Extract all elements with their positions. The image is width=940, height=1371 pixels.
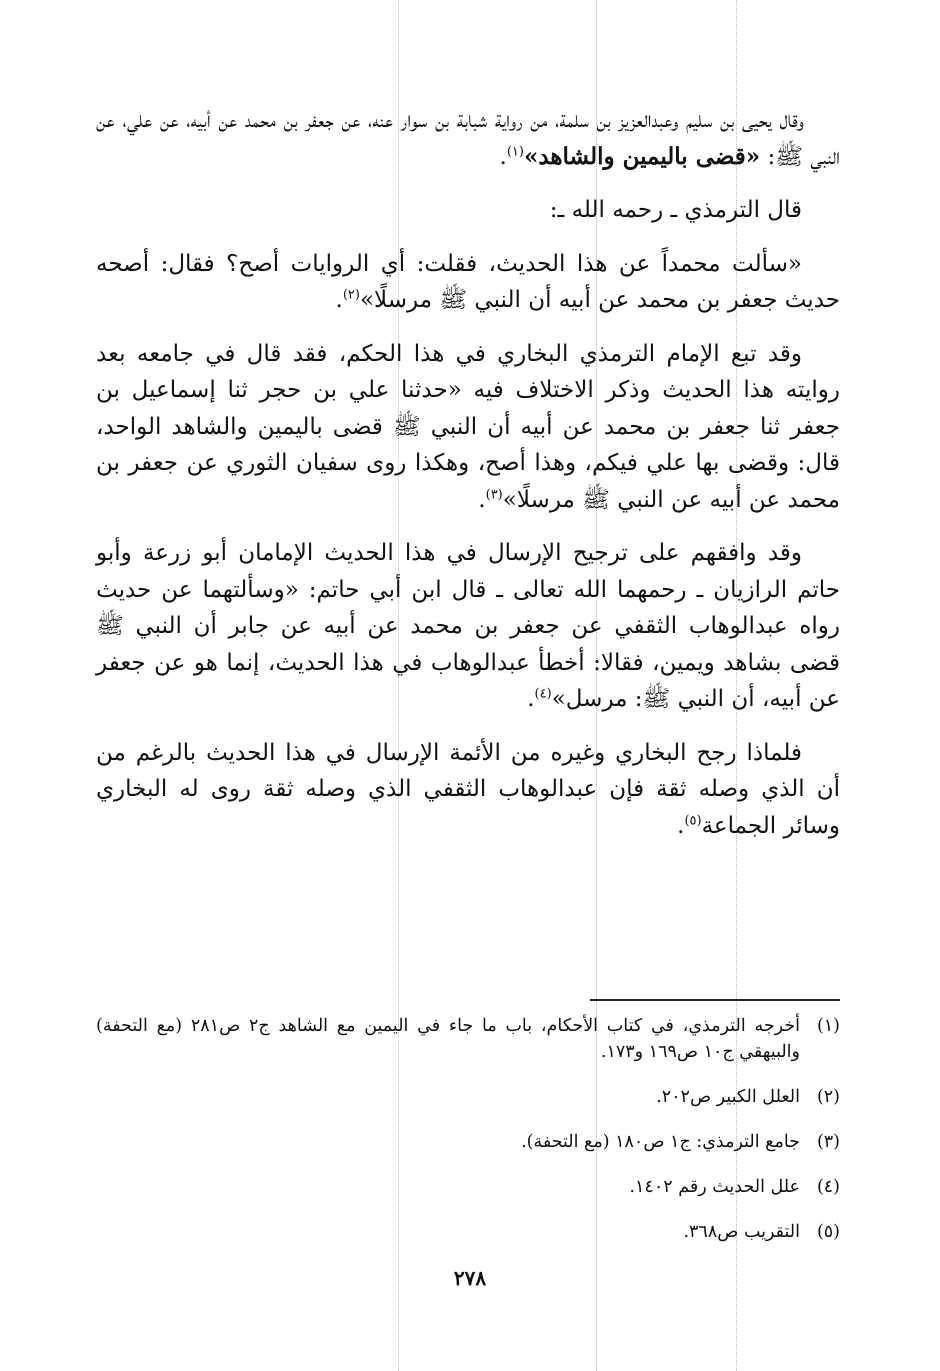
paragraph-text: قال الترمذي ـ رحمه الله ـ: — [549, 197, 802, 223]
paragraph-3 — [96, 246, 840, 319]
footnote-text: التقريب ص٣٦٨. — [683, 1222, 800, 1242]
paragraph-5 — [96, 535, 840, 718]
paragraph-6 — [96, 735, 840, 845]
footnote-2 — [96, 1084, 840, 1110]
hadith-quote: «قضى باليمين والشاهد» — [523, 142, 761, 170]
footnote-ref[interactable]: (٤) — [534, 686, 552, 702]
paragraph-2 — [96, 192, 840, 229]
footnotes — [96, 1013, 840, 1264]
footnote-ref[interactable]: (٥) — [684, 812, 702, 828]
sentence-end: . — [335, 287, 343, 313]
sentence-end: . — [527, 686, 535, 712]
footnote-5 — [96, 1219, 840, 1245]
paragraph-4 — [96, 336, 840, 519]
footnote-divider — [590, 999, 840, 1001]
footnote-ref[interactable]: (٣) — [485, 486, 503, 502]
footnote-ref[interactable]: (٢) — [342, 287, 360, 303]
footnote-ref[interactable]: (١) — [506, 143, 524, 159]
footnote-text: جامع الترمذي: ج١ ص١٨٠ (مع التحفة). — [521, 1132, 800, 1152]
footnote-number: (٥) — [816, 1222, 840, 1242]
paragraph-text: وقد وافقهم على ترجيح الإرسال في هذا الحديث الإمامان أبو زرعة وأبو حاتم الرازيان ـ رحمهما الله تعالى ـ قال ابن أبي حاتم: «وسألتهما عن حديث رواه عبدالوهاب الثقفي عن جعفر بن محمد عن أبيه عن جابر أن النبي ﷺ قضى بشاهد ويمين، فقالا: أخطأ عبدالوهاب في هذا الحديث، إنما هو عن جعفر عن أبيه، أن النبي ﷺ: مرسل» — [96, 540, 840, 712]
sentence-end: . — [499, 143, 507, 170]
footnote-number: (١) — [816, 1016, 840, 1036]
page-number: ٢٧٨ — [453, 1266, 487, 1290]
footnote-number: (٢) — [816, 1087, 840, 1107]
footnote-text: علل الحديث رقم ١٤٠٢. — [629, 1177, 800, 1197]
paragraph-text: فلماذا رجح البخاري وغيره من الأئمة الإرسال في هذا الحديث بالرغم من أن الذي وصله ثقة فإن عبدالوهاب الثقفي الذي وصله ثقة روى له البخاري وسائر الجماعة — [96, 739, 840, 839]
paragraph-text: وقد تبع الإمام الترمذي البخاري في هذا الحكم، فقد قال في جامعه بعد روايته هذا الحديث وذكر الاختلاف فيه «حدثنا علي بن حجر ثنا إسماعيل بن جعفر ثنا جعفر بن محمد عن أبيه أن النبي ﷺ قضى باليمين والشاهد الواحد، قال: وقضى بها علي فيكم، وهذا أصح، وهكذا روى سفيان الثوري عن جعفر بن محمد عن أبيه عن النبي ﷺ مرسلًا» — [96, 340, 840, 513]
footnote-text: العلل الكبير ص٢٠٢. — [656, 1087, 800, 1107]
paragraph-1 — [96, 102, 840, 175]
footnote-number: (٣) — [816, 1132, 840, 1152]
sentence-end: . — [677, 812, 685, 839]
footnote-text: أخرجه الترمذي، في كتاب الأحكام، باب ما جاء في اليمين مع الشاهد ج٢ ص٢٨١ (مع التحفة) والبيهقي ج١٠ ص١٦٩ و١٧٣. — [96, 1016, 800, 1062]
footnote-1 — [96, 1013, 840, 1065]
footnote-number: (٤) — [816, 1177, 840, 1197]
main-text — [96, 102, 840, 861]
paragraph-text: وقال يحيى بن سليم وعبدالعزيز بن سلمة، من رواية شبابة بن سوار عنه، عن جعفر بن محمد عن أبيه، عن علي، عن النبي ﷺ: — [96, 107, 840, 170]
paragraph-text: «سألت محمداً عن هذا الحديث، فقلت: أي الروايات أصح؟ فقال: أصحه حديث جعفر بن محمد عن أبيه أن النبي ﷺ مرسلًا» — [96, 250, 840, 313]
sentence-end: . — [478, 486, 486, 513]
footnote-3 — [96, 1129, 840, 1155]
footnote-4 — [96, 1174, 840, 1200]
